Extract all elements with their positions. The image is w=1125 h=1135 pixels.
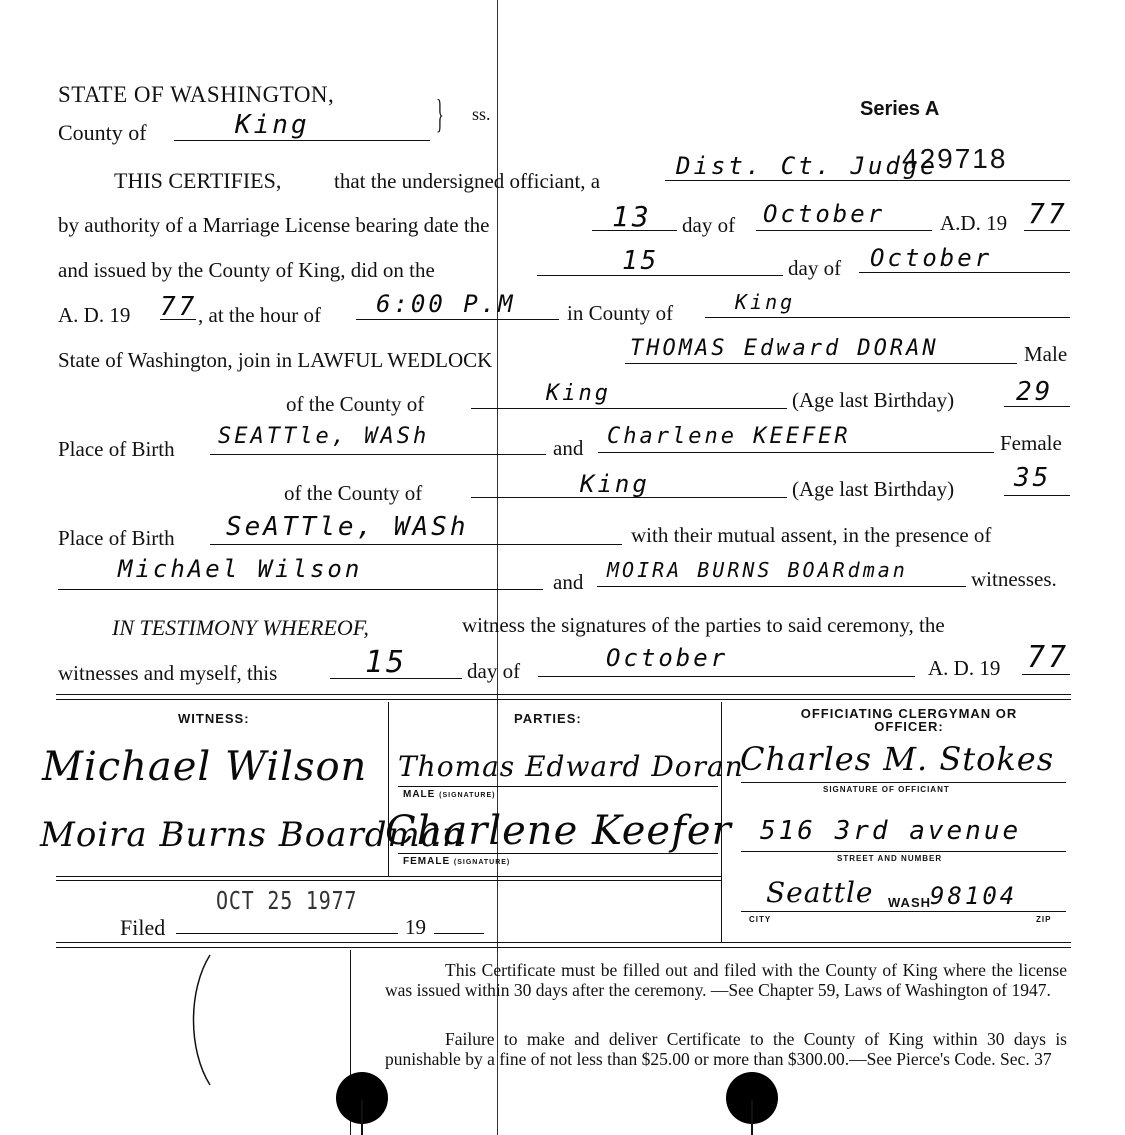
male-caption [403, 789, 496, 800]
series-label: Series A [860, 98, 940, 120]
bracket-mark [180, 950, 220, 1090]
witness-header: WITNESS: [178, 711, 250, 726]
state-heading: STATE OF WASHINGTON, [58, 82, 335, 107]
section-rule-bottom [56, 942, 1071, 943]
female-label: Female [1000, 431, 1062, 455]
witness2-line [597, 586, 966, 587]
section-rule-bottom-2 [56, 947, 1071, 948]
female-caption-text: FEMALE [403, 856, 451, 867]
male-birthplace-line [210, 454, 546, 455]
place-of-birth-label-2: Place of Birth [58, 526, 175, 550]
female-signature-line [398, 853, 718, 854]
witness1-name: MichAel Wilson [118, 555, 363, 583]
day-of-label-3: day of [467, 659, 521, 683]
ceremony-day-line [537, 275, 783, 276]
zip-caption: ZIP [1036, 915, 1052, 924]
filed-year-line [434, 933, 484, 934]
male-name-line [625, 363, 1017, 364]
male-signature-line [398, 786, 718, 787]
license-year-line [1024, 230, 1070, 231]
hour-value: 6:00 P.M [376, 290, 516, 318]
officiant-title: Dist. Ct. Judge [676, 152, 938, 180]
female-county: King [580, 470, 650, 498]
city-caption: CITY [749, 915, 772, 924]
witnesses-label: witnesses. [971, 567, 1057, 591]
officiant-city: Seattle [766, 876, 874, 909]
male-label: Male [1024, 342, 1068, 366]
brace-symbol: } [436, 91, 444, 136]
license-month-line [756, 230, 932, 231]
cert-number: 429718 [902, 143, 1008, 174]
of-county-label-2: of the County of [284, 481, 423, 505]
testimony-heading: IN TESTIMONY WHEREOF, [112, 615, 369, 640]
filing-stamp: OCT 25 1977 [216, 886, 358, 915]
street-caption: STREET AND NUMBER [837, 854, 943, 863]
ceremony-day: 15 [622, 246, 660, 276]
sign-day: 15 [365, 645, 408, 680]
officiant-state: WASH [888, 895, 931, 910]
officiant-header: OFFICIATING CLERGYMAN OR OFFICER: [800, 706, 1018, 734]
male-name: THOMAS Edward DORAN [630, 336, 939, 361]
ceremony-county-line [705, 317, 1070, 318]
county-line [174, 140, 430, 141]
notice-paragraph-1: This Certificate must be filled out and filed with the County of King where the license was issued within 30 days after the ceremony. —See Chapter 59, Laws of Washington of 1947. [385, 960, 1067, 1000]
female-age-line [1004, 495, 1070, 496]
ceremony-county: King [735, 290, 796, 314]
hour-label: , at the hour of [198, 303, 322, 327]
ceremony-year: 77 [160, 292, 198, 322]
witness1-signature: Michael Wilson [42, 744, 368, 790]
male-age: 29 [1016, 377, 1054, 407]
filed-line [176, 933, 398, 934]
ad-label-3: A. D. 19 [928, 656, 1001, 680]
of-county-label: of the County of [286, 392, 425, 416]
filing-rule-top [56, 876, 721, 877]
officiant-title-line [665, 180, 1070, 181]
notice-paragraph-2: Failure to make and deliver Certificate to the County of King within 30 days is punishable by a fine of not less than $25.00 or more than $300.00.—See Pierce's Code. Sec. 37 [385, 1029, 1067, 1069]
day-of-label-2: day of [788, 256, 842, 280]
city-line [741, 911, 1066, 912]
female-birthplace-line [210, 544, 622, 545]
and-label-2: and [553, 570, 584, 594]
filing-rule-top-2 [56, 880, 721, 881]
male-county: King [546, 381, 611, 406]
authority-text: by authority of a Marriage License bearing date the [58, 213, 490, 237]
female-signature-caption: (SIGNATURE) [453, 859, 511, 866]
section-rule-top [56, 694, 1071, 695]
and-label: and [553, 436, 584, 460]
ad-label: A.D. 19 [940, 211, 1008, 235]
county-label: County of [58, 120, 147, 145]
male-signature: Thomas Edward Doran [398, 750, 744, 783]
parties-header: PARTIES: [514, 711, 582, 726]
street-line [741, 851, 1066, 852]
license-day: 13 [612, 200, 652, 233]
filed-year-prefix: 19 [405, 915, 426, 939]
testimony-text: witness the signatures of the parties to said ceremony, the [462, 613, 945, 637]
signature-of-officiant-caption: SIGNATURE OF OFFICIANT [823, 785, 950, 794]
county-value: King [235, 110, 310, 140]
mutual-assent-text: with their mutual assent, in the presence of [631, 523, 992, 547]
sign-month: October [606, 644, 729, 672]
section-rule-top-2 [56, 699, 1071, 700]
license-month: October [763, 200, 886, 228]
ceremony-month-line [859, 272, 1070, 273]
filed-label: Filed [120, 915, 166, 940]
issued-by-text: and issued by the County of King, did on the [58, 258, 435, 282]
place-of-birth-label: Place of Birth [58, 437, 175, 461]
ss-label: ss. [472, 104, 491, 124]
ad-prefix: A. D. 19 [58, 303, 131, 327]
license-year: 77 [1028, 197, 1068, 230]
female-name-line [598, 452, 994, 453]
female-age: 35 [1014, 463, 1052, 493]
age-label: (Age last Birthday) [792, 388, 955, 412]
state-join-text: State of Washington, join in LAWFUL WEDLOCK [58, 348, 493, 372]
officiant-street: 516 3rd avenue [760, 816, 1022, 846]
male-birthplace: SEATTle, WASh [218, 424, 430, 449]
officiant-signature: Charles M. Stokes [740, 740, 1055, 778]
witness2-name: MOIRA BURNS BOARdman [607, 558, 908, 582]
ceremony-month: October [870, 244, 993, 272]
witness2-signature: Moira Burns Boardman [40, 815, 465, 855]
hour-line [356, 319, 559, 320]
sign-year: 77 [1027, 640, 1070, 675]
certifies-text: that the undersigned officiant, a [334, 169, 601, 193]
female-caption [403, 856, 510, 867]
hole-tail-right [751, 1100, 753, 1135]
female-signature: Charlene Keefer [385, 808, 732, 854]
officiant-signature-line [741, 782, 1066, 783]
officiant-zip: 98104 [930, 882, 1018, 910]
female-birthplace: SeATTle, WASh [226, 512, 469, 542]
day-of-label: day of [682, 213, 736, 237]
male-county-line [471, 408, 787, 409]
witness1-line [58, 589, 543, 590]
male-signature-caption: (SIGNATURE) [439, 792, 496, 799]
female-name: Charlene KEEFER [607, 424, 851, 449]
male-caption-text: MALE [403, 789, 436, 800]
sign-month-line [538, 676, 915, 677]
in-county-label: in County of [567, 301, 674, 325]
hole-tail-left [361, 1100, 363, 1135]
certifies-heading: THIS CERTIFIES, [114, 168, 282, 193]
age-label-2: (Age last Birthday) [792, 477, 955, 501]
witnesses-myself-text: witnesses and myself, this [58, 661, 278, 685]
